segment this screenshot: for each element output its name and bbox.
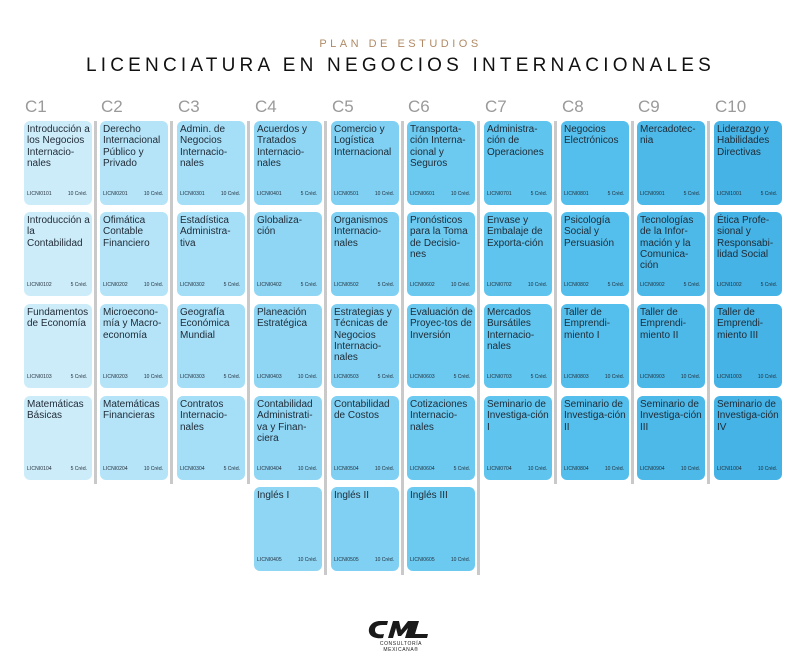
semester-column-c3 [177,96,253,118]
column-divider [631,121,634,484]
course-card[interactable] [484,396,552,480]
course-card[interactable] [407,212,475,296]
course-code: LICNI0103 [27,374,52,380]
course-credits: 10 Créd. [450,557,470,563]
course-code: LICNI0102 [27,282,52,288]
course-card[interactable] [714,396,782,480]
course-name: Mercados Bursátiles Internacio-nales [487,307,535,352]
course-name: Administra-ción de Operaciones [487,124,544,158]
semester-label: C1 [25,97,47,116]
semester-label: C7 [485,97,507,116]
course-card[interactable] [407,304,475,388]
course-credits: 10 Créd. [374,191,394,197]
course-card[interactable] [407,396,475,480]
course-code: LICNI0701 [487,191,512,197]
course-name: Introducción a la Contabilidad [27,215,90,249]
course-card[interactable] [254,121,322,205]
course-card[interactable] [24,121,92,205]
course-credits: 10 Créd. [680,374,700,380]
course-card[interactable] [177,212,245,296]
course-name: Contratos Internacio-nales [180,399,228,433]
course-name: Seminario de Investiga-ción II [564,399,626,433]
course-card[interactable] [637,304,705,388]
course-code: LICNI0405 [257,557,282,563]
course-card[interactable] [561,121,629,205]
course-card[interactable] [331,212,399,296]
semester-column-c1 [24,96,100,118]
course-card[interactable] [637,396,705,480]
logo-wordmark: CONSULTORÍA MEXICANA® [379,641,423,653]
course-credits: 10 Créd. [527,282,547,288]
course-credits: 5 Créd. [300,282,317,288]
course-credits: 5 Créd. [530,374,547,380]
course-code: LICNI0504 [334,466,359,472]
course-credits: 5 Créd. [683,191,700,197]
course-card[interactable] [714,212,782,296]
course-code: LICNI0404 [257,466,282,472]
course-credits: 5 Créd. [223,282,240,288]
course-card[interactable] [100,304,168,388]
course-credits: 10 Créd. [604,374,624,380]
course-card[interactable] [331,487,399,571]
course-code: LICNI0605 [410,557,435,563]
course-code: LICNI0702 [487,282,512,288]
column-divider [94,121,97,484]
course-code: LICNI0902 [640,282,665,288]
course-credits: 5 Créd. [70,466,87,472]
semester-label: C10 [715,97,747,116]
course-code: LICNI1001 [717,191,742,197]
course-credits: 5 Créd. [223,466,240,472]
course-code: LICNI0903 [640,374,665,380]
course-name: Contabilidad Administrati-va y Finan-ciera [257,399,313,444]
course-card[interactable] [484,212,552,296]
course-credits: 5 Créd. [607,282,624,288]
course-credits: 10 Créd. [527,466,547,472]
course-name: Taller de Emprendi-miento II [640,307,687,341]
course-card[interactable] [177,121,245,205]
course-code: LICNI0201 [103,191,128,197]
course-code: LICNI0803 [564,374,589,380]
course-credits: 5 Créd. [377,374,394,380]
course-name: Transporta-ción Interna-cional y Seguros [410,124,466,169]
semester-label: C2 [101,97,123,116]
course-name: Organismos Internacio-nales [334,215,388,249]
course-name: Envase y Embalaje de Exporta-ción [487,215,544,249]
course-card[interactable] [561,212,629,296]
column-divider [401,121,404,575]
course-card[interactable] [484,304,552,388]
course-credits: 10 Créd. [680,466,700,472]
course-name: Estrategias y Técnicas de Negocios Internacio-nales [334,307,392,364]
course-credits: 10 Créd. [757,466,777,472]
course-name: Ética Profe-sional y Responsabi-lidad Social [717,215,774,260]
semester-column-c6 [407,96,483,118]
course-name: Evaluación de Proyec-tos de Inversión [410,307,473,341]
course-name: Psicología Social y Persuasión [564,215,615,249]
course-code: LICNI0403 [257,374,282,380]
course-name: Ofimática Contable Financiero [103,215,150,249]
course-code: LICNI0802 [564,282,589,288]
course-name: Geografía Económica Mundial [180,307,230,341]
course-name: Seminario de Investiga-ción IV [717,399,779,433]
course-code: LICNI0603 [410,374,435,380]
course-card[interactable] [177,304,245,388]
course-card[interactable] [561,304,629,388]
course-card[interactable] [331,396,399,480]
course-credits: 10 Créd. [297,557,317,563]
course-code: LICNI0302 [180,282,205,288]
course-card[interactable] [254,212,322,296]
course-code: LICNI1003 [717,374,742,380]
course-credits: 10 Créd. [757,374,777,380]
course-card[interactable] [254,396,322,480]
course-name: Acuerdos y Tratados Internacio-nales [257,124,308,169]
course-card[interactable] [177,396,245,480]
course-credits: 10 Créd. [374,557,394,563]
course-card[interactable] [331,121,399,205]
course-code: LICNI0804 [564,466,589,472]
course-card[interactable] [254,304,322,388]
course-code: LICNI0402 [257,282,282,288]
course-card[interactable] [100,396,168,480]
course-code: LICNI0304 [180,466,205,472]
course-name: Fundamentos de Economía [27,307,89,330]
course-credits: 10 Créd. [67,191,87,197]
semester-column-c10 [714,96,790,118]
column-divider [707,121,710,484]
course-name: Cotizaciones Internacio-nales [410,399,468,433]
course-code: LICNI0801 [564,191,589,197]
semester-column-c8 [561,96,637,118]
course-credits: 10 Créd. [297,374,317,380]
course-code: LICNI0104 [27,466,52,472]
course-name: Inglés I [257,490,290,501]
column-divider [247,121,250,484]
course-name: Globaliza-ción [257,215,303,238]
semester-label: C9 [638,97,660,116]
course-name: Admin. de Negocios Internacio-nales [180,124,228,169]
course-credits: 5 Créd. [453,466,470,472]
course-card[interactable] [561,396,629,480]
course-code: LICNI0602 [410,282,435,288]
course-name: Contabilidad de Costos [334,399,390,422]
course-card[interactable] [484,121,552,205]
course-code: LICNI0501 [334,191,359,197]
course-card[interactable] [407,487,475,571]
course-card[interactable] [254,487,322,571]
course-code: LICNI0503 [334,374,359,380]
course-credits: 5 Créd. [70,282,87,288]
course-code: LICNI0904 [640,466,665,472]
semester-column-c7 [484,96,560,118]
semester-label: C8 [562,97,584,116]
course-name: Seminario de Investiga-ción III [640,399,702,433]
course-code: LICNI0303 [180,374,205,380]
course-code: LICNI0703 [487,374,512,380]
course-name: Negocios Electrónicos [564,124,619,147]
course-card[interactable] [637,212,705,296]
course-name: Matemáticas Básicas [27,399,84,422]
course-credits: 5 Créd. [70,374,87,380]
course-code: LICNI0203 [103,374,128,380]
plan-subtitle: PLAN DE ESTUDIOS [319,38,482,50]
course-name: Planeación Estratégica [257,307,308,330]
course-card[interactable] [637,121,705,205]
course-name: Tecnologías de la Infor-mación y la Comunica-ción [640,215,694,272]
course-name: Mercadotec-nia [640,124,696,147]
course-code: LICNI0101 [27,191,52,197]
course-code: LICNI0601 [410,191,435,197]
semester-label: C6 [408,97,430,116]
column-divider [170,121,173,484]
semester-column-c2 [100,96,176,118]
course-code: LICNI0401 [257,191,282,197]
course-name: Comercio y Logística Internacional [334,124,392,158]
course-credits: 5 Créd. [760,191,777,197]
course-credits: 10 Créd. [143,282,163,288]
semester-column-c9 [637,96,713,118]
course-credits: 5 Créd. [530,191,547,197]
course-card[interactable] [331,304,399,388]
course-credits: 10 Créd. [450,191,470,197]
semester-column-c5 [331,96,407,118]
page-title: LICENCIATURA EN NEGOCIOS INTERNACIONALES [85,55,715,76]
course-name: Seminario de Investiga-ción I [487,399,549,433]
column-divider [324,121,327,575]
course-code: LICNI1004 [717,466,742,472]
course-credits: 10 Créd. [374,466,394,472]
course-name: Inglés II [334,490,370,501]
course-card[interactable] [407,121,475,205]
course-name: Liderazgo y Habilidades Directivas [717,124,770,158]
course-name: Microecono-mía y Macro-economía [103,307,162,341]
column-divider [554,121,557,484]
course-credits: 10 Créd. [604,466,624,472]
course-card[interactable] [24,212,92,296]
course-code: LICNI0704 [487,466,512,472]
course-card[interactable] [100,121,168,205]
course-card[interactable] [24,396,92,480]
semester-label: C3 [178,97,200,116]
course-credits: 10 Créd. [297,466,317,472]
course-name: Matemáticas Financieras [103,399,160,422]
semester-column-c4 [254,96,330,118]
course-credits: 5 Créd. [300,191,317,197]
course-code: LICNI0202 [103,282,128,288]
course-name: Estadística Administra-tiva [180,215,231,249]
course-credits: 10 Créd. [143,374,163,380]
course-code: LICNI1002 [717,282,742,288]
course-credits: 5 Créd. [683,282,700,288]
course-name: Derecho Internacional Público y Privado [103,124,161,169]
course-code: LICNI0604 [410,466,435,472]
course-name: Introducción a los Negocios Internacio-nales [27,124,90,169]
course-card[interactable] [24,304,92,388]
course-credits: 5 Créd. [453,374,470,380]
course-code: LICNI0204 [103,466,128,472]
course-credits: 10 Créd. [450,282,470,288]
column-divider [477,121,480,575]
course-credits: 10 Créd. [143,466,163,472]
course-credits: 5 Créd. [607,191,624,197]
course-card[interactable] [100,212,168,296]
course-name: Pronósticos para la Toma de Decisio-nes [410,215,468,260]
course-credits: 10 Créd. [143,191,163,197]
course-credits: 10 Créd. [220,191,240,197]
course-name: Taller de Emprendi-miento III [717,307,764,341]
course-name: Taller de Emprendi-miento I [564,307,611,341]
course-card[interactable] [714,121,782,205]
course-credits: 5 Créd. [760,282,777,288]
course-card[interactable] [714,304,782,388]
semester-label: C5 [332,97,354,116]
course-code: LICNI0901 [640,191,665,197]
semester-label: C4 [255,97,277,116]
course-code: LICNI0502 [334,282,359,288]
course-name: Inglés III [410,490,448,501]
course-code: LICNI0505 [334,557,359,563]
course-credits: 5 Créd. [223,374,240,380]
course-code: LICNI0301 [180,191,205,197]
course-credits: 5 Créd. [377,282,394,288]
